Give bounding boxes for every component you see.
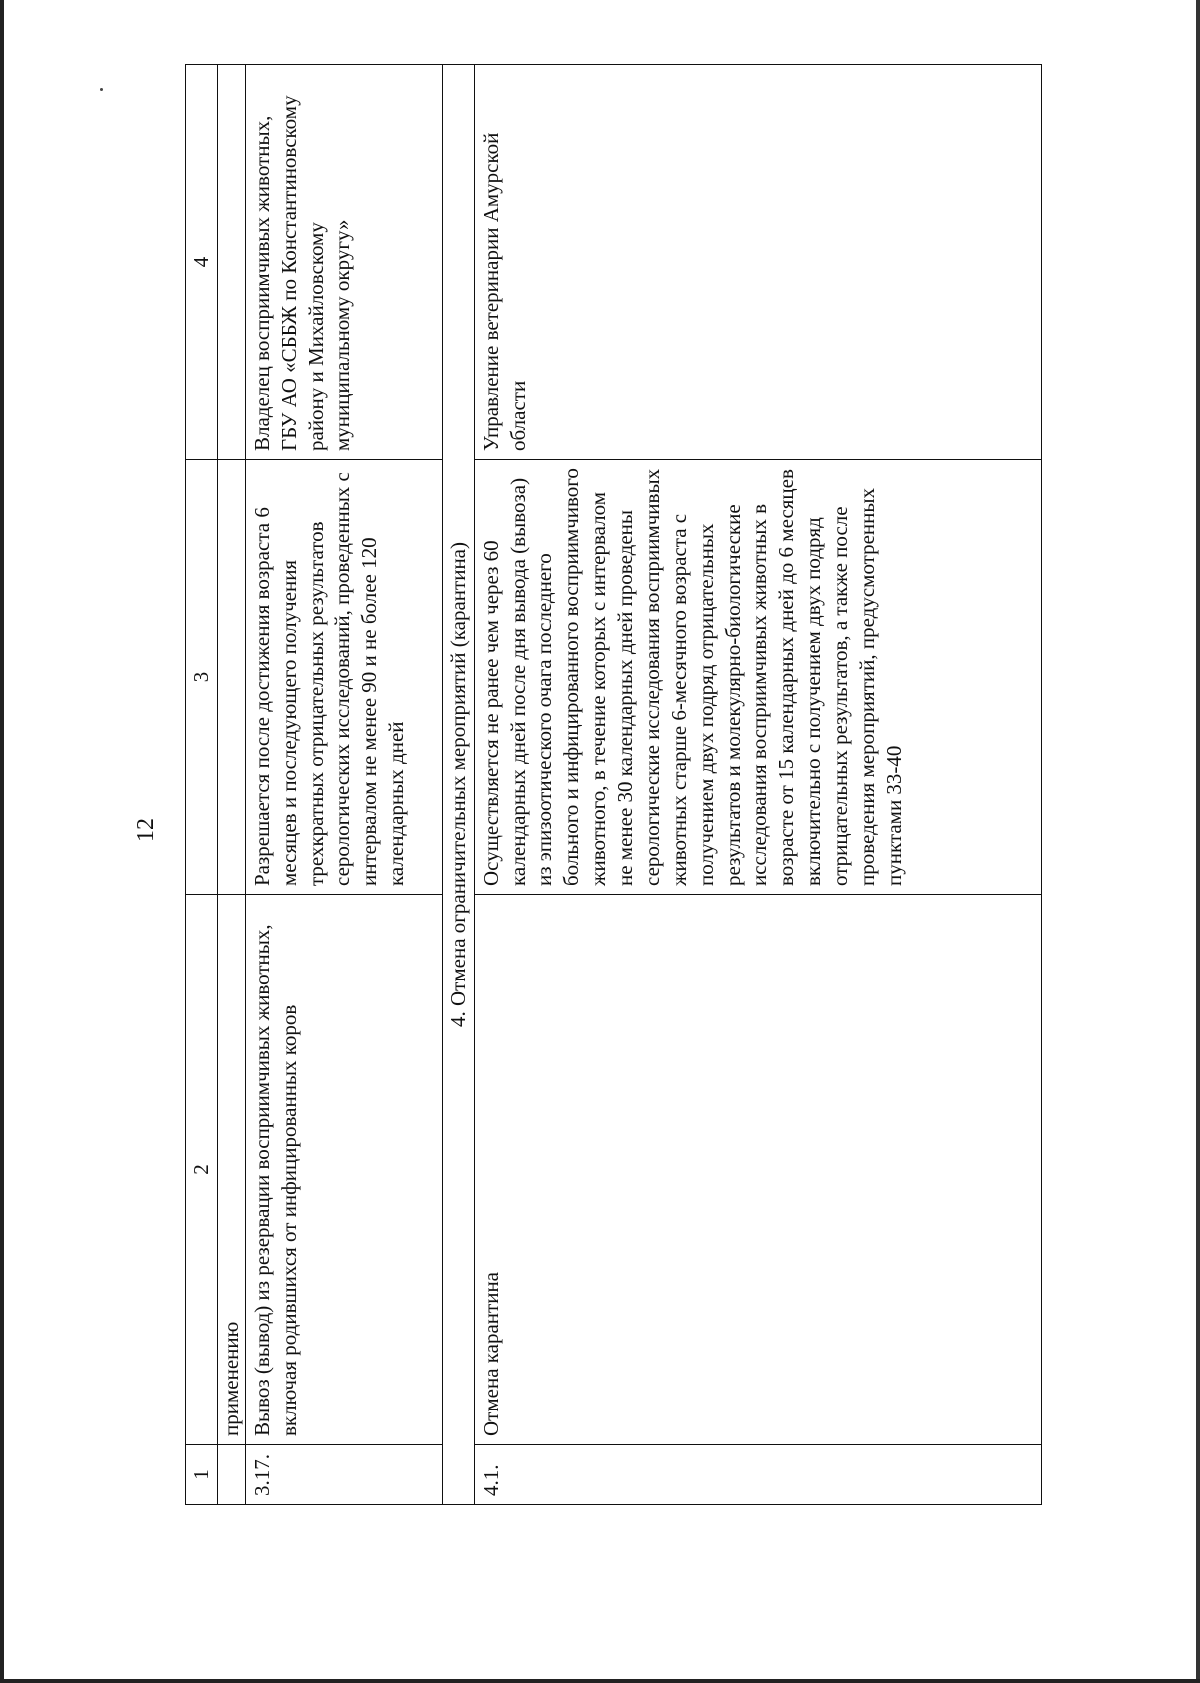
- row-conditions: Разрешается после достижения возраста 6 месяцев и последующего получения трехкратных отрицательных результатов серологических исследований, проведенных с интервалом не менее 90 и не более 120 календарных дней: [245, 460, 442, 895]
- section-title: 4. Отмена ограничительных мероприятий (карантина): [442, 65, 474, 1505]
- continuation-col-2: применению: [217, 895, 245, 1445]
- row-number: 3.17.: [245, 1445, 442, 1505]
- scan-edge-right: [1196, 0, 1200, 1683]
- row-responsible: Владелец восприимчивых животных, ГБУ АО «СББЖ по Константиновскому району и Михайловскому муниципальному округу»: [245, 65, 442, 460]
- continuation-col-3: [217, 460, 245, 895]
- header-col-2: 2: [186, 895, 218, 1445]
- continuation-col-1: [217, 1445, 245, 1505]
- continuation-col-4: [217, 65, 245, 460]
- continuation-row: [217, 65, 245, 1505]
- page-number: 12: [133, 818, 159, 842]
- row-number: 4.1.: [474, 1445, 1041, 1505]
- table-row: [245, 65, 442, 1505]
- row-measure: Вывоз (вывод) из резервации восприимчивых животных, включая родившихся от инфицированных коров: [245, 895, 442, 1445]
- rotated-document-page: [45, 30, 1145, 1630]
- row-responsible: Управление ветеринарии Амурской области: [474, 65, 1041, 460]
- row-conditions: Осуществляется не ранее чем через 60 календарных дней после дня вывода (вывоза) из эпизоотического очага последнего больного и инфицированного восприимчивого животного, в течение которых с интервалом не менее 30 календарных дней проведены серологические исследования восприимчивых животных старше 6-месячного возраста с получением двух подряд отрицательных результатов и молекулярно-биологические исследования восприимчивых животных в возрасте от 15 календарных дней до 6 месяцев включительно с получением двух подряд отрицательных результатов, а также после проведения мероприятий, предусмотренных пунктами 33-40: [474, 460, 1041, 895]
- header-col-3: 3: [186, 460, 218, 895]
- section-row: [442, 65, 474, 1505]
- row-measure: Отмена карантина: [474, 895, 1041, 1445]
- table-header-row: [186, 65, 218, 1505]
- measures-table: [185, 64, 1042, 1505]
- table-row: [474, 65, 1041, 1505]
- scan-edge-bottom: [0, 1679, 1200, 1683]
- header-col-1: 1: [186, 1445, 218, 1505]
- header-col-4: 4: [186, 65, 218, 460]
- scan-edge-left: [0, 0, 4, 1683]
